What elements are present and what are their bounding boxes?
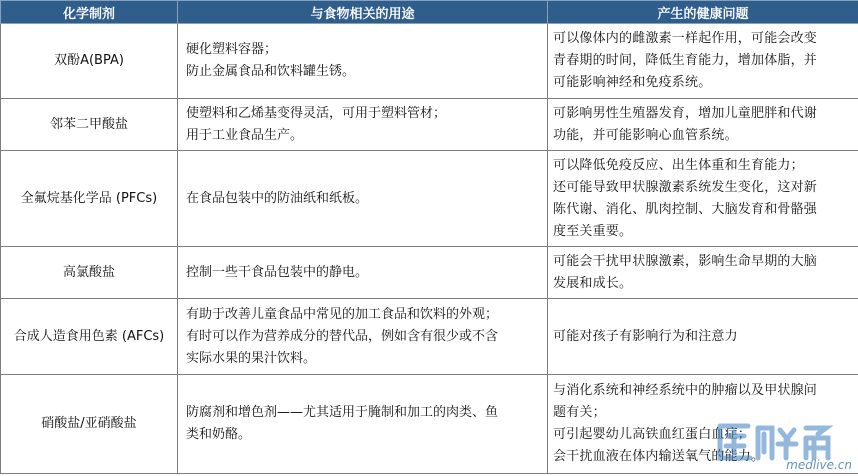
uses-cell — [178, 151, 548, 247]
uses-line: 实际水果的果汁饮料。 — [186, 350, 317, 366]
health-line: 度至关重要。 — [553, 223, 633, 239]
health-line: 可能对孩子有影响行为和注意力 — [553, 328, 738, 344]
table-row — [1, 24, 858, 99]
health-cell — [548, 151, 858, 247]
uses-line: 用于工业食品生产。 — [186, 127, 304, 143]
uses-line: 类和奶酪。 — [186, 427, 252, 442]
chemical-name: 双酚A(BPA) — [1, 24, 178, 99]
health-cell — [548, 24, 858, 99]
health-line: 可能影响神经和免疫系统。 — [553, 75, 712, 90]
uses-line: 有时可以作为营养成分的替代品，例如含有很少或不含 — [186, 328, 499, 344]
table-row — [1, 151, 858, 247]
uses-cell — [178, 99, 548, 151]
header-uses: 与食物相关的用途 — [178, 1, 548, 24]
health-line: 青春期的时间，降低生育能力，增加体脂，并 — [553, 53, 818, 68]
health-line: 题有关； — [553, 405, 606, 420]
table-row — [1, 299, 858, 375]
uses-line: 防腐剂和增色剂——尤其适用于腌制和加工的肉类、鱼 — [186, 405, 499, 420]
uses-cell — [178, 375, 548, 474]
health-line: 发展和成长。 — [553, 275, 633, 291]
uses-line: 防止金属食品和饮料罐生锈。 — [186, 64, 356, 79]
uses-line: 有助于改善儿童食品中常见的加工食品和饮料的外观； — [186, 306, 499, 322]
health-cell — [548, 375, 858, 474]
health-line: 可以降低免疫反应、出生体重和生育能力； — [553, 157, 804, 173]
health-cell — [548, 299, 858, 375]
health-line: 功能，并可能影响心血管系统。 — [553, 127, 738, 143]
header-health: 产生的健康问题 — [548, 1, 858, 24]
uses-cell — [178, 24, 548, 99]
health-line: 陈代谢、消化、肌肉控制、大脑发育和骨骼强 — [553, 201, 818, 217]
health-line: 可引起婴幼儿高铁血红蛋白血症； — [553, 427, 752, 442]
chemical-name: 全氟烷基化学品 (PFCs) — [1, 151, 178, 247]
watermark-url: medlive.cn — [786, 458, 852, 472]
table-row — [1, 375, 858, 474]
health-line: 可能会干扰甲状腺激素，影响生命早期的大脑 — [553, 253, 818, 269]
uses-line: 在食品包装中的防油纸和纸板。 — [186, 190, 369, 206]
header-row — [1, 1, 858, 24]
uses-cell — [178, 299, 548, 375]
uses-line: 硬化塑料容器； — [186, 42, 278, 57]
table-row — [1, 247, 858, 299]
health-line: 可影响男性生殖器发育，增加儿童肥胖和代谢 — [553, 105, 818, 121]
health-line: 可以像体内的雌激素一样起作用，可能会改变 — [553, 31, 818, 46]
header-chemical: 化学制剂 — [1, 1, 178, 24]
health-cell — [548, 99, 858, 151]
uses-line: 控制一些干食品包装中的静电。 — [186, 264, 369, 280]
chemical-name: 合成人造食用色素 (AFCs) — [1, 299, 178, 375]
table-row — [1, 99, 858, 151]
chemical-name: 高氯酸盐 — [1, 247, 178, 299]
health-cell — [548, 247, 858, 299]
uses-line: 使塑料和乙烯基变得灵活，可用于塑料管材； — [186, 105, 447, 121]
uses-cell — [178, 247, 548, 299]
chemical-name: 硝酸盐/亚硝酸盐 — [1, 375, 178, 474]
health-line: 还可能导致甲状腺激素系统发生变化，这对新 — [553, 179, 818, 195]
health-line: 会干扰血液在体内输送氧气的能力。 — [553, 449, 765, 464]
health-line: 与消化系统和神经系统中的肿瘤以及甲状腺问 — [553, 383, 818, 398]
chemical-name: 邻苯二甲酸盐 — [1, 99, 178, 151]
